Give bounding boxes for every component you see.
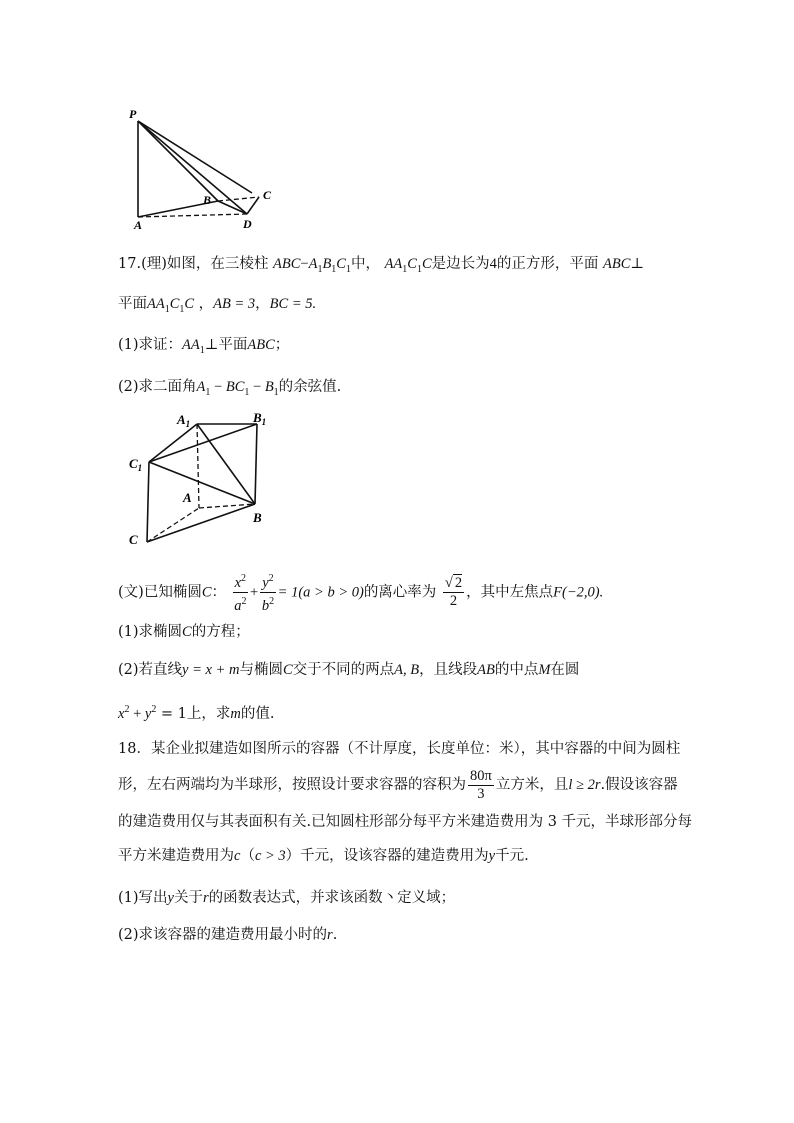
q17-part1: (1)求证：$AA_1\perp$平面ABC；: [118, 337, 290, 356]
q17-line1: 17.(理)如图，在三棱柱 $ABC-A_1B_1C_1$中， $AA_1C_1C$是边长为4的正方形，平面 ABC⊥: [118, 256, 645, 275]
label-P: P: [129, 107, 137, 121]
q18-line4: 平方米建造费用为c（c > 3）千元，设该容器的建造费用为y千元.: [118, 848, 529, 864]
frac-volume: $\frac{80\pi}{3}$: [470, 767, 492, 802]
label-A: A: [134, 218, 143, 230]
wen-part2-cont: $x^2 + y^2 = 1$上，求m的值.: [118, 704, 275, 722]
q18-line2: 形，左右两端均为半球形，按照设计要求容器的容积为 $\frac{80\pi}{3}$ 立方米，且l ≥ 2r.假设该容器: [118, 767, 678, 802]
frac-sqrt2-2: $\frac{√ 2}{2}$: [444, 574, 463, 609]
wen-part2: (2)若直线y = x + m与椭圆C交于不同的两点A, B，且线段AB的中点M在圆: [118, 662, 580, 678]
q18-part2: (2)求该容器的建造费用最小时的r.: [118, 927, 338, 943]
q18-line3: 的建造费用仅与其表面积有关.已知圆柱形部分每平方米建造费用为 3 千元，半球形部分每: [118, 814, 693, 830]
label-D: D: [243, 217, 252, 230]
label-C1: $C_1$: [129, 456, 143, 473]
q18-line1: 18．某企业拟建造如图所示的容器（不计厚度，长度单位：米），其中容器的中间为圆柱: [118, 741, 681, 757]
label-B: B: [203, 193, 212, 207]
label-B: B: [253, 510, 262, 525]
q17-part2: (2)求二面角$A_1 - BC_1 - B_1$的余弦值.: [118, 379, 342, 398]
label-C: C: [263, 188, 272, 202]
wen-intro: (文)已知椭圆C： $\frac{x^2}{a^2}$ + $\frac{y^2}{b^2}$ = 1(a > b > 0)的离心率为 $\frac{√ 2}{2}$ ，其中左焦点F(−2,0).: [118, 570, 678, 615]
label-B1: $B_1$: [253, 410, 267, 427]
frac-y2-b2: $\frac{y^2}{b^2}$: [260, 570, 275, 615]
label-A: A: [183, 490, 192, 505]
prism-figure: [125, 410, 275, 550]
pyramid-figure: [125, 105, 285, 230]
label-A1: $A_1$: [177, 412, 191, 429]
q17-line2: 平面$AA_1C_1C$ ，AB = 3，BC = 5.: [118, 296, 317, 315]
frac-x2-a2: $\frac{x^2}{a^2}$: [233, 570, 248, 615]
q18-part1: (1)写出y关于r的函数表达式，并求该函数丶定义域；: [118, 890, 456, 906]
wen-part1: (1)求椭圆C的方程；: [118, 624, 250, 640]
label-C: C: [129, 532, 138, 547]
